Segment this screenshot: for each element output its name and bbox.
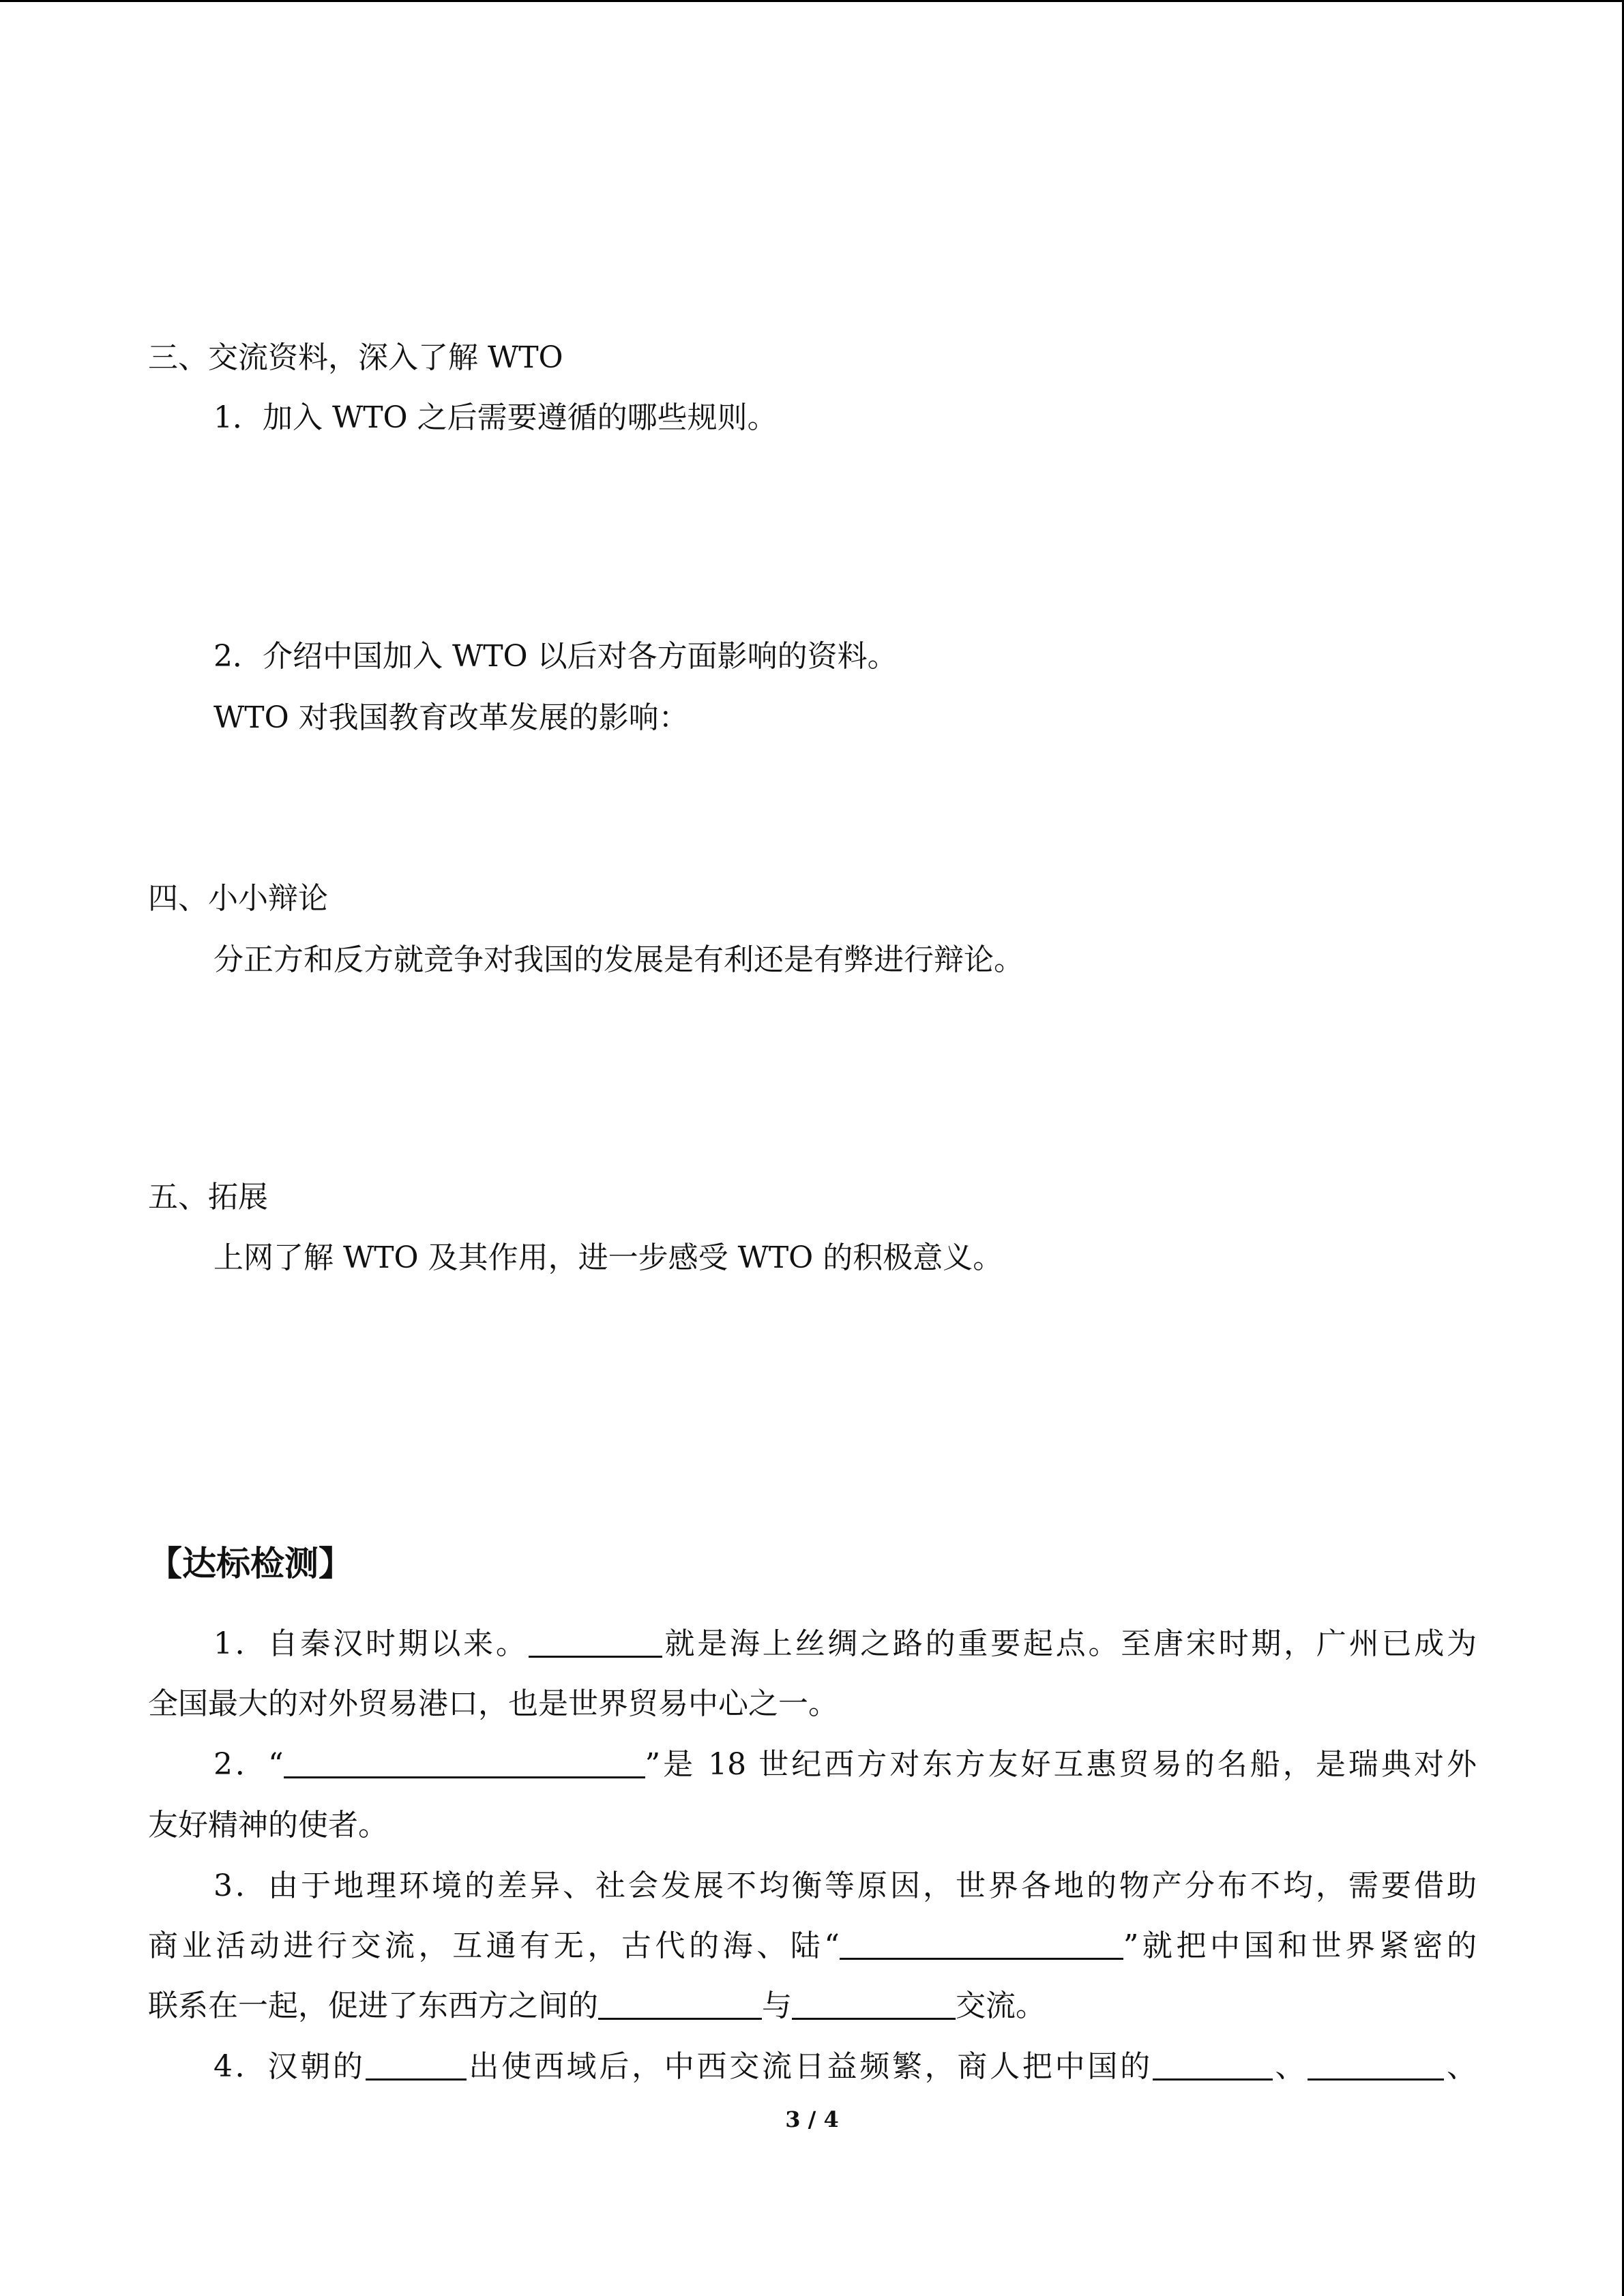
q4-text-c: 、 — [1272, 2049, 1308, 2084]
q4-answer-blank-2[interactable] — [1153, 2048, 1273, 2081]
q3-line3-b: 与 — [762, 1988, 792, 2023]
section5-body: 上网了解 WTO 及其作用，进一步感受 WTO 的积极意义。 — [213, 1240, 1003, 1275]
question-1-line-1 — [213, 1625, 1477, 1663]
question-2-line-1 — [213, 1746, 1477, 1784]
section3-item2: 2．介绍中国加入 WTO 以后对各方面影响的资料。 — [213, 639, 898, 674]
q1-answer-blank[interactable] — [529, 1626, 662, 1658]
q3-line3-c: 交流。 — [956, 1988, 1046, 2023]
section3-item1: 1．加入 WTO 之后需要遵循的哪些规则。 — [213, 400, 778, 435]
section4-body: 分正方和反方就竞争对我国的发展是有利还是有弊进行辩论。 — [213, 942, 1024, 977]
section4-title: 四、小小辩论 — [148, 881, 328, 916]
q2-answer-blank[interactable] — [284, 1746, 645, 1778]
q3-line3-a: 联系在一起，促进了东西方之间的 — [148, 1988, 598, 2023]
section5-title: 五、拓展 — [148, 1180, 268, 1214]
q3-answer-blank-2[interactable] — [598, 1988, 762, 2020]
question-1-line-2: 全国最大的对外贸易港口，也是世界贸易中心之一。 — [148, 1686, 838, 1721]
q3-answer-blank-1[interactable] — [840, 1928, 1123, 1960]
assessment-title: 【达标检测】 — [148, 1544, 353, 1583]
question-3-line-1: 3．由于地理环境的差异、社会发展不均衡等原因，世界各地的物产分布不均，需要借助 — [213, 1868, 1477, 1903]
q3-answer-blank-3[interactable] — [792, 1988, 956, 2020]
q2-text-before: 2．“ — [213, 1747, 284, 1782]
question-3-line-3 — [148, 1987, 1046, 2025]
q2-text-after: ”是 18 世纪西方对东方友好互惠贸易的名船，是瑞典对外 — [645, 1747, 1477, 1782]
q4-answer-blank-1[interactable] — [366, 2048, 467, 2081]
section3-title: 三、交流资料，深入了解 WTO — [148, 340, 563, 375]
question-4-line-1 — [213, 2048, 1477, 2086]
q1-text-before: 1．自秦汉时期以来。 — [213, 1626, 529, 1661]
q4-text-d: 、 — [1444, 2049, 1477, 2084]
question-3-line-2 — [148, 1927, 1477, 1965]
q3-text-after: ”就把中国和世界紧密的 — [1123, 1928, 1477, 1963]
q4-answer-blank-3[interactable] — [1308, 2048, 1444, 2081]
question-2-line-2: 友好精神的使者。 — [148, 1808, 388, 1843]
section3-item2-sub: WTO 对我国教育改革发展的影响： — [213, 700, 689, 735]
q1-text-after: 就是海上丝绸之路的重要起点。至唐宋时期，广州已成为 — [662, 1626, 1477, 1661]
q4-text-b: 出使西域后，中西交流日益频繁，商人把中国的 — [466, 2049, 1153, 2084]
page-number: 3 / 4 — [785, 2106, 839, 2132]
q4-text-a: 4．汉朝的 — [213, 2049, 366, 2084]
q3-text-before: 商业活动进行交流，互通有无，古代的海、陆“ — [148, 1928, 840, 1963]
